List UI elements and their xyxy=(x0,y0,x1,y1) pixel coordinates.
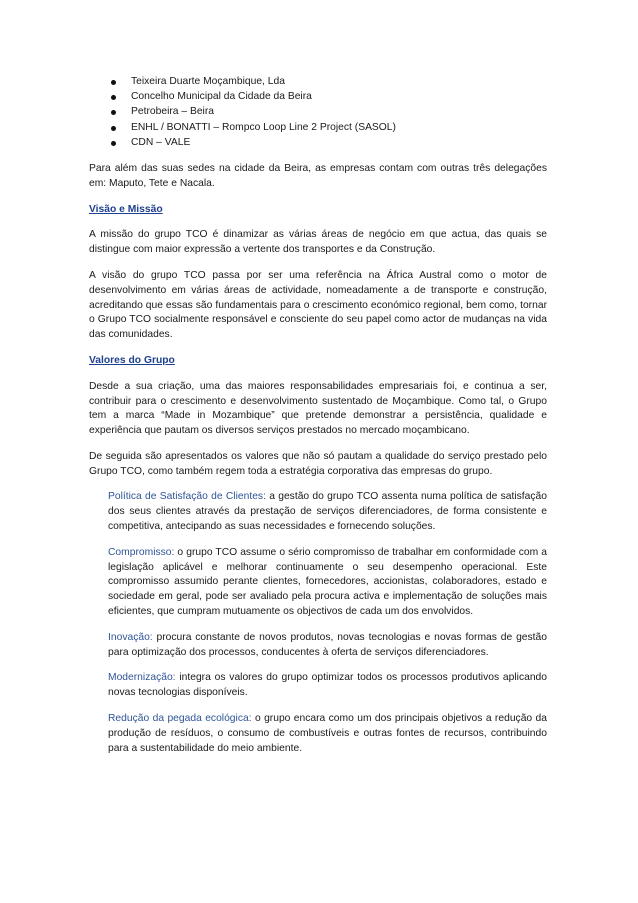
values-lead-paragraph: De seguida são apresentados os valores que não só pautam a qualidade do serviço prestado pelo Grupo TCO, como também regem toda a estratégia corporativa das empresas do grupo. xyxy=(89,450,547,477)
bullet-icon xyxy=(111,141,116,146)
value-item-ecological-footprint xyxy=(108,712,547,756)
vision-paragraph: A visão do grupo TCO passa por ser uma referência na África Austral como o motor de desenvolvimento em várias áreas de actividade, nomeadamente a de transporte e construção, acreditando que essas são fundamentais para o crescimento económico regional, bem como, tornar o Grupo TCO socialmente responsável e consciente do seu papel como actor de mudanças na vida das comunidades. xyxy=(89,269,547,341)
value-item-commitment xyxy=(108,546,547,620)
bullet-icon xyxy=(111,110,116,115)
value-item-innovation xyxy=(108,631,547,661)
bullet-icon xyxy=(111,80,116,85)
values-intro-paragraph: Desde a sua criação, uma das maiores responsabilidades empresariais foi, e continua a ser, contribuir para o crescimento e desenvolvimento sustentado de Moçambique. Como tal, o Grupo tem a marca “Made in Mozambique” que pretende demonstrar a persistência, qualidade e experiência que pautam os diversos serviços prestados no mercado moçambicano. xyxy=(89,380,547,437)
bullet-icon xyxy=(111,126,116,131)
intro-paragraph: Para além das suas sedes na cidade da Beira, as empresas contam com outras três delegações em: Maputo, Tete e Nacala. xyxy=(89,162,547,189)
document-body xyxy=(89,75,547,756)
section-heading-values: Valores do Grupo xyxy=(89,354,175,366)
company-list xyxy=(89,75,547,151)
list-item: Teixeira Duarte Moçambique, Lda xyxy=(89,75,547,90)
mission-paragraph: A missão do grupo TCO é dinamizar as várias áreas de negócio em que actua, das quais se distingue com maior expressão a vertente dos transportes e da Construção. xyxy=(89,229,547,256)
value-label: Modernização: xyxy=(108,672,176,684)
value-label: Redução da pegada ecológica: xyxy=(108,713,252,725)
list-item: CDN – VALE xyxy=(89,136,547,151)
value-item-client-satisfaction xyxy=(108,490,547,534)
value-text: o grupo TCO assume o sério compromisso de trabalhar em conformidade com a legislação aplicável e melhorar continuamente o seu desempenho operacional. Este compromisso assumido perante clientes, fornecedores, accionistas, colaboradores, estado e sociedade em geral, pode ser avaliado pela procura activa e implementação de soluções mais eficientes, que cumpram mutuamente os objectivos de cada um dos envolvidos. xyxy=(108,546,547,618)
value-text: procura constante de novos produtos, novas tecnologias e novas formas de gestão para optimização dos processos, conducentes à oferta de serviços diferenciadores. xyxy=(108,631,547,658)
value-label: Política de Satisfação de Clientes: xyxy=(108,491,266,503)
value-label: Inovação: xyxy=(108,631,153,643)
value-text: o grupo encara como um dos principais objetivos a redução da produção de resíduos, o consumo de combustíveis e outras fontes de recursos, contribuindo para a sustentabilidade do meio ambiente. xyxy=(108,713,547,754)
bullet-icon xyxy=(111,95,116,100)
list-item: ENHL / BONATTI – Rompco Loop Line 2 Project (SASOL) xyxy=(89,121,547,136)
list-item: Petrobeira – Beira xyxy=(89,105,547,120)
section-heading-vision-mission: Visão e Missão xyxy=(89,203,163,215)
value-text: a gestão do grupo TCO assenta numa política de satisfação dos seus clientes através da prestação de serviços diferenciadores, de forma consistente e competitiva, antecipando as suas necessidades e fornecendo soluções. xyxy=(108,491,547,533)
value-text: integra os valores do grupo optimizar todos os processos produtivos aplicando novas tecnologias disponíveis. xyxy=(108,672,547,699)
list-item: Concelho Municipal da Cidade da Beira xyxy=(89,90,547,105)
value-item-modernization xyxy=(108,671,547,701)
value-label: Compromisso: xyxy=(108,546,175,558)
